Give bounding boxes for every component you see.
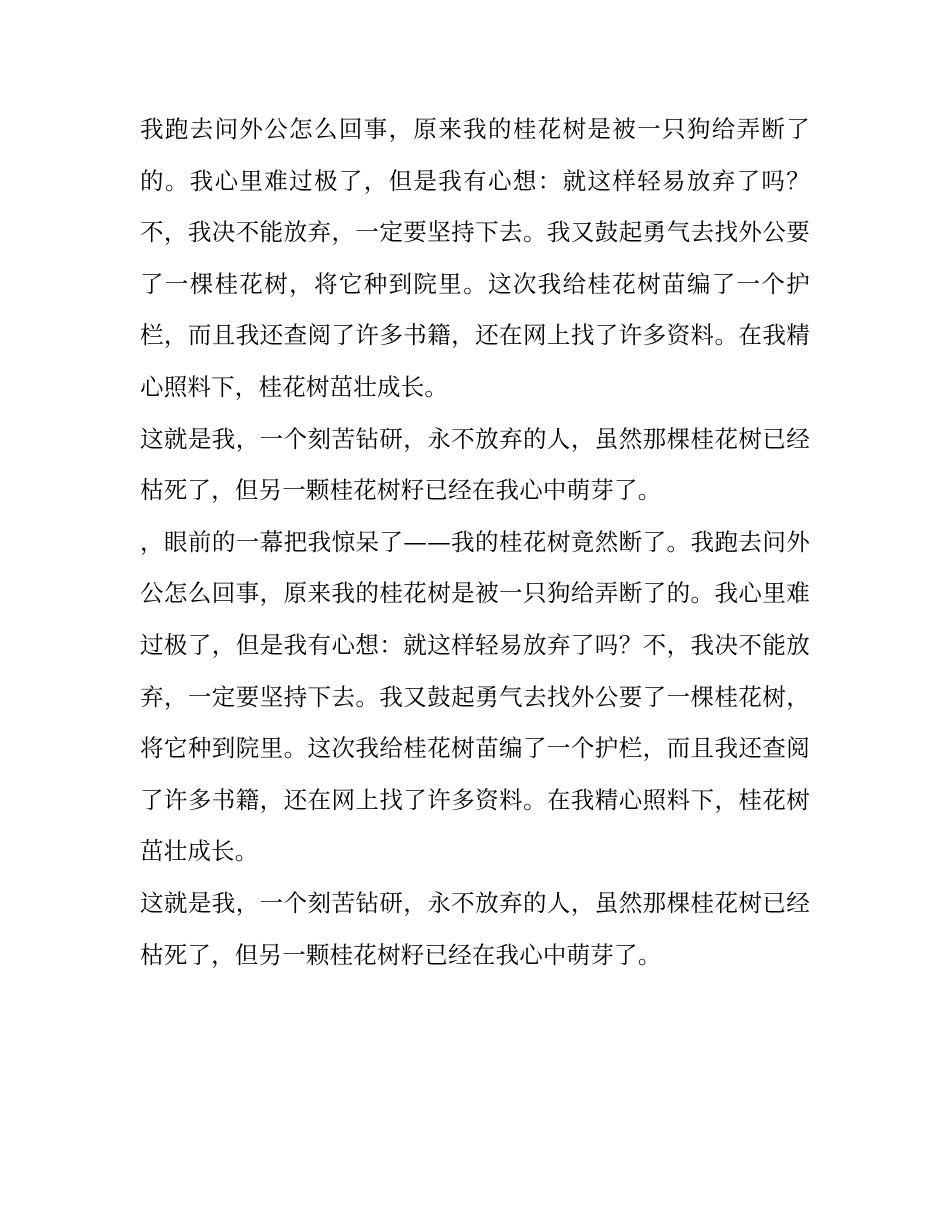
paragraph-4: 这就是我，一个刻苦钻研，永不放弃的人，虽然那棵桂花树已经枯死了，但另一颗桂花树籽已经在我心中萌芽了。 [140, 888, 810, 969]
paragraph-3: ，眼前的一幕把我惊呆了——我的桂花树竟然断了。我跑去问外公怎么回事，原来我的桂花树是被一只狗给弄断了的。我心里难过极了，但是我有心想：就这样轻易放弃了吗？不，我决不能放弃，一定要坚持下去。我又鼓起勇气去找外公要了一棵桂花树，将它种到院里。这次我给桂花树苗编了一个护栏，而且我还查阅了许多书籍，还在网上找了许多资料。在我精心照料下，桂花树茁壮成长。 [140, 527, 810, 866]
paragraph-1: 我跑去问外公怎么回事，原来我的桂花树是被一只狗给弄断了的。我心里难过极了，但是我有心想：就这样轻易放弃了吗？不，我决不能放弃，一定要坚持下去。我又鼓起勇气去找外公要了一棵桂花树，将它种到院里。这次我给桂花树苗编了一个护栏，而且我还查阅了许多书籍，还在网上找了许多资料。在我精心照料下，桂花树茁壮成长。 [140, 115, 810, 401]
document-body [140, 104, 810, 981]
paragraph-2: 这就是我，一个刻苦钻研，永不放弃的人，虽然那棵桂花树已经枯死了，但另一颗桂花树籽已经在我心中萌芽了。 [140, 424, 810, 505]
